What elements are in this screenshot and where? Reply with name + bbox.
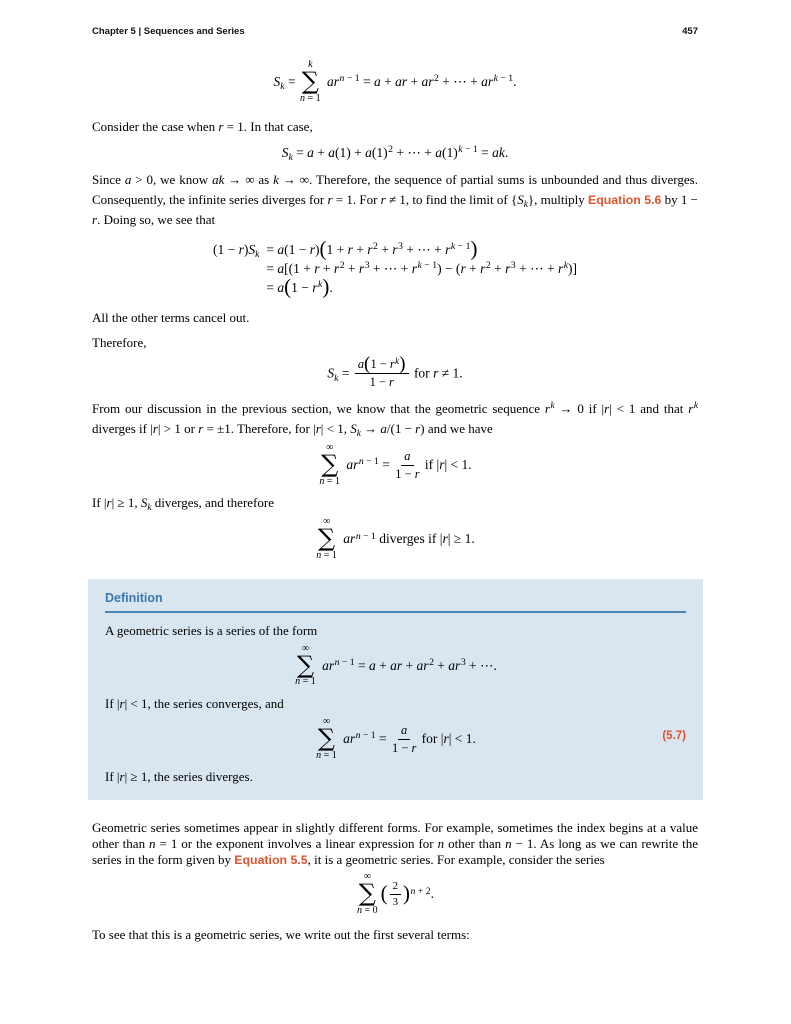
equation-number: (5.7) bbox=[662, 730, 686, 743]
paragraph: If |r| ≥ 1, the series diverges. bbox=[105, 769, 253, 785]
equation-converges: ∞ ∑ n = 1 $ar^{n - 1}$ = $\frac{a}{1 - r}$ if |r| < 1. bbox=[319, 441, 472, 487]
paragraph: Since a > 0, we know ak → ∞ as k → ∞. Therefore, the sequence of partial sums is unbounded and thus diverges. Consequently, the infinite series diverges for r = 1. For r ≠ 1, to find the limit of $\{S_k\}$, multiply Equation 5.6 by 1 − r. Doing so, we see that bbox=[92, 172, 698, 228]
definition-equation-sum-formula bbox=[105, 715, 686, 762]
paragraph: If |r| ≥ 1, $S_k$ diverges, and therefore bbox=[92, 495, 274, 514]
equation-diverges: ∞ ∑ n = 1 $ar^{n - 1}$ diverges if |r| ≥ 1. bbox=[316, 516, 475, 562]
page-number: 457 bbox=[682, 26, 698, 37]
equation-r-equals-1: $S_k = a + a(1) + a(1)^2$ + ⋯ + $a(1)^{k - 1}$ = ak. bbox=[281, 144, 509, 164]
equation-partial-sum: $S_k$ = k ∑ n = 1 $ar^{n - 1} = a$ + ar + $ar^2$ + ⋯ + $ar^{k - 1}$. bbox=[273, 59, 517, 104]
paragraph: To see that this is a geometric series, we write out the first several terms: bbox=[92, 927, 470, 943]
equation-two-thirds-series: ∞ ∑ n = 0 ( $\frac{2}{3}$ )$^{n + 2}$. bbox=[357, 871, 434, 916]
paragraph: A geometric series is a series of the form bbox=[105, 622, 318, 638]
equation-closed-form: $S_k$ = $\frac{a(1 - r^k)}{1 - r}$ for r ≠ 1. bbox=[327, 353, 463, 390]
definition-title: Definition bbox=[105, 591, 686, 613]
chapter-title: Chapter 5 | Sequences and Series bbox=[92, 26, 245, 37]
equation-line: = $a[(1 + r + r^2 + r^3$ + ⋯ + $r^{k - 1}) - (r + r^2 + r^3$ + ⋯ + $r^k$)] bbox=[266, 260, 578, 277]
page-content bbox=[92, 61, 698, 945]
equation-link[interactable]: Equation 5.5 bbox=[234, 853, 308, 868]
paragraph: Therefore, bbox=[92, 335, 147, 351]
equation-line: = $a(1 - r^k)$. bbox=[266, 274, 333, 299]
paragraph: All the other terms cancel out. bbox=[92, 310, 250, 326]
equation-derivation bbox=[92, 236, 698, 299]
definition-equation-series: ∞ ∑ n = 1 $ar^{n - 1} = a$ + ar + $ar^2 + ar^3$ + ⋯. bbox=[295, 642, 497, 688]
paragraph: If |r| < 1, the series converges, and bbox=[105, 695, 284, 711]
paragraph: Geometric series sometimes appear in slightly different forms. For example, sometimes the index begins at a value other than n = 1 or the exponent involves a linear expression for n other than n − 1. As long as we can rewrite the series in the form given by Equation 5.5, it is a geometric series. For example, consider the series bbox=[92, 820, 699, 868]
paragraph: Consider the case when r = 1. In that case, bbox=[92, 119, 313, 135]
definition-box bbox=[88, 579, 703, 801]
equation-body: ∞ ∑ n = 1 $ar^{n - 1}$ = $\frac{a}{1 - r}$ for |r| < 1. bbox=[316, 715, 476, 761]
equation-link[interactable]: Equation 5.6 bbox=[587, 193, 662, 208]
equation-line: = $a(1 - r)(1 + r + r^2 + r^3$ + ⋯ + $r^{k - 1}$) bbox=[266, 236, 478, 261]
page-header bbox=[92, 26, 698, 37]
paragraph: From our discussion in the previous section, we know that the geometric sequence $r^k \to 0$ if |r| < 1 and that $r^k$ diverges if |r| > 1 or r = ±1. Therefore, for |r| < 1, $S_k \to a/(1 - r)$ and we have bbox=[92, 400, 698, 439]
equation-lhs: $(1 - r)S_k$ bbox=[212, 242, 260, 261]
